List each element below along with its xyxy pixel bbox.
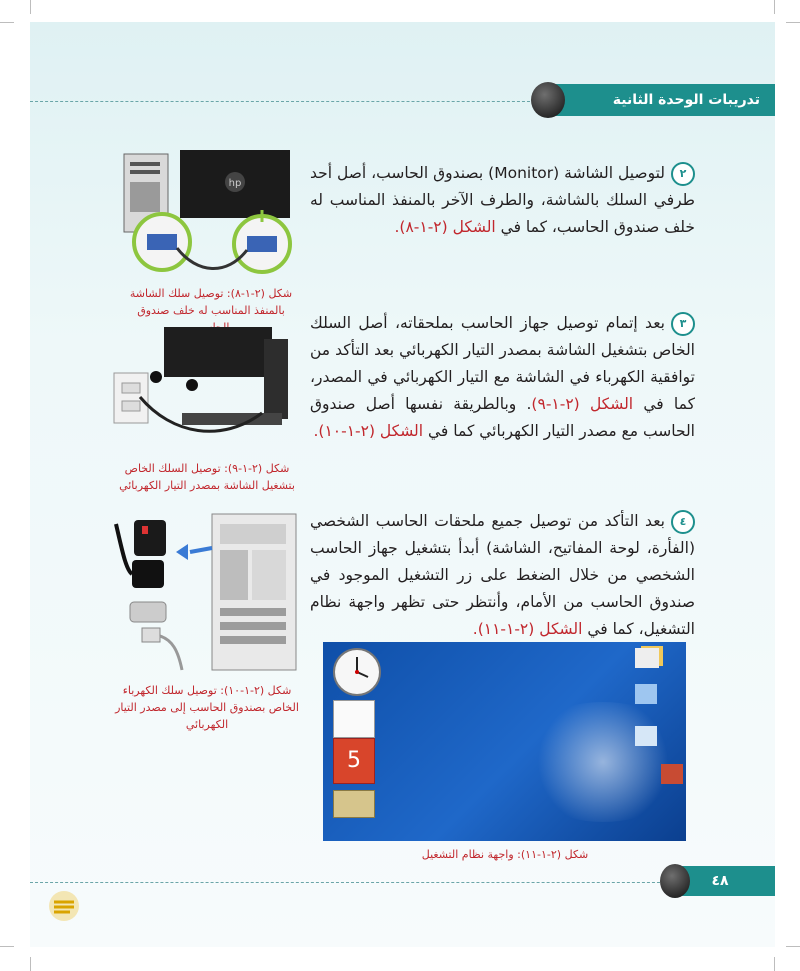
crop-mark xyxy=(0,946,14,947)
figure-11-caption: شكل (٢-١-١١): واجهة نظام التشغيل xyxy=(421,848,589,861)
page-number-cap xyxy=(660,864,690,898)
header-rule xyxy=(30,101,535,102)
step-text-middle: . وبالطريقة نفسها أصل صندوق الحاسب مع مصدر التيار الكهربائي كما في xyxy=(310,395,695,440)
step-number: ٢ xyxy=(671,162,695,186)
step-3-paragraph xyxy=(310,310,695,445)
figure-power-cable xyxy=(112,325,302,443)
crop-mark xyxy=(786,946,800,947)
figure-computer-power xyxy=(112,510,302,672)
crop-mark xyxy=(774,957,775,971)
application-icon[interactable] xyxy=(661,764,683,784)
crop-mark xyxy=(0,22,14,23)
publisher-logo xyxy=(44,888,84,924)
figure-reference[interactable]: الشكل (٢-١-١١) xyxy=(477,620,583,638)
crop-mark xyxy=(774,0,775,14)
clock-gadget[interactable] xyxy=(331,646,383,698)
footer-rule xyxy=(30,882,670,883)
figure-10-caption: شكل (٢-١-١٠): توصيل سلك الكهرباء الخاص بصندوق الحاسب إلى مصدر التيار الكهربائي xyxy=(115,684,299,731)
brand-logo: hp xyxy=(228,178,242,189)
wallpaper-glow xyxy=(513,702,686,822)
step-text: بعد التأكد من توصيل جميع ملحقات الحاسب الشخصي (الفأرة، لوحة المفاتيح، الشاشة) أبدأ بتشغيل جهاز الحاسب الشخصي من خلال الضغط على زر التشغيل الموجود في صندوق الحاسب من الأمام، وأنتظر حتى تظهر واجهة نظام التشغيل، كما في xyxy=(310,512,695,638)
step-end: . xyxy=(472,620,478,638)
step-end: . xyxy=(313,422,319,440)
document-icon[interactable] xyxy=(635,648,659,668)
computer-icon[interactable] xyxy=(635,684,657,704)
slideshow-gadget[interactable] xyxy=(333,790,375,818)
figure-9-caption: شكل (٢-١-٩): توصيل السلك الخاص بتشغيل الشاشة بمصدر التيار الكهربائي xyxy=(119,462,295,492)
figure-8-caption: شكل (٢-١-٨): توصيل سلك الشاشة بالمنفذ المناسب له خلف صندوق xyxy=(129,287,293,317)
step-number: ٣ xyxy=(671,312,695,336)
step-text: لتوصيل الشاشة (Monitor) بصندوق الحاسب، أصل أحد طرفي السلك بالشاشة، والطرف الآخر بالمنفذ المناسب له خلف صندوق الحاسب، كما في xyxy=(310,164,695,236)
header-cap xyxy=(531,82,565,118)
page-number: ٤٨ xyxy=(711,873,729,889)
desktop-screenshot xyxy=(323,642,686,841)
figure-reference[interactable]: الشكل (٢-١-٩) xyxy=(531,395,634,413)
figure-reference[interactable]: الشكل (٢-١-١٠) xyxy=(318,422,424,440)
crop-mark xyxy=(30,957,31,971)
step-4-paragraph xyxy=(310,508,695,643)
step-end: . xyxy=(394,218,400,236)
step-number: ٤ xyxy=(671,510,695,534)
crop-mark xyxy=(30,0,31,14)
step-text: بعد إتمام توصيل جهاز الحاسب بملحقاته، أصل السلك الخاص بتشغيل الشاشة بمصدر التيار الكهربائي بعد التأكد من توافقية الكهرباء في الشاشة مع التيار الكهربائي في المصدر، كما في xyxy=(310,314,695,413)
crop-mark xyxy=(786,22,800,23)
step-2-paragraph xyxy=(310,160,695,241)
figure-monitor-cable xyxy=(122,148,292,278)
recycle-bin-icon[interactable] xyxy=(635,726,657,746)
calendar-day: 5 xyxy=(333,738,375,784)
page-title: تدريبات الوحدة الثانية xyxy=(612,92,760,108)
calendar-gadget[interactable] xyxy=(333,700,375,738)
figure-reference[interactable]: الشكل (٢-١-٨) xyxy=(399,218,496,236)
